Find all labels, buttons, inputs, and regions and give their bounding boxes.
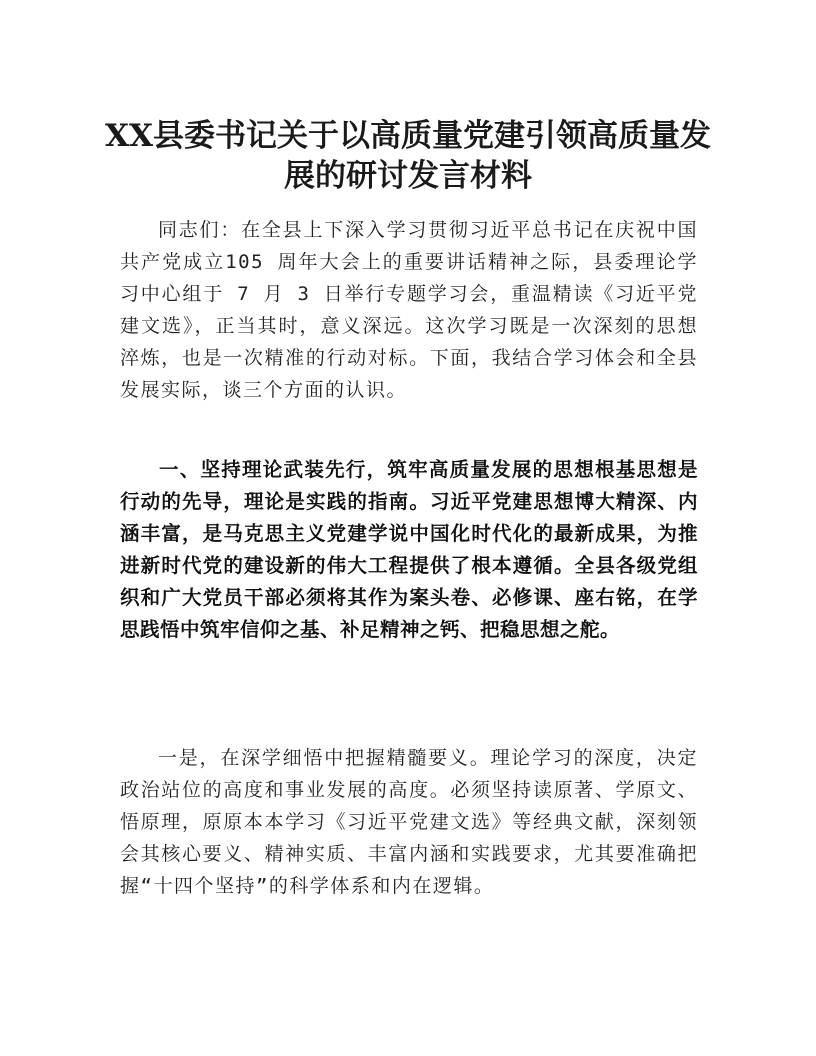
document-title: XX县委书记关于以高质量党建引领高质量发展的研讨发言材料: [104, 118, 712, 194]
paragraph-point-one: 一是，在深学细悟中把握精髓要义。理论学习的深度，决定政治站位的高度和事业发展的高度。必须坚持读原著、学原文、悟原理，原原本本学习《习近平党建文选》等经典文献，深刻领会其核心要义、精神实质、丰富内涵和实践要求，尤其要准确把握“十四个坚持”的科学体系和内在逻辑。: [120, 747, 698, 897]
paragraph-section-one-heading: 一、坚持理论武装先行，筑牢高质量发展的思想根基思想是行动的先导，理论是实践的指南。习近平党建思想博大精深、内涵丰富，是马克思主义党建学说中国化时代化的最新成果，为推进新时代党的建设新的伟大工程提供了根本遵循。全县各级党组织和广大党员干部必须将其作为案头卷、必修课、座右铭，在学思践悟中筑牢信仰之基、补足精神之钙、把稳思想之舵。: [120, 458, 698, 641]
paragraph-opening: 同志们：在全县上下深入学习贯彻习近平总书记在庆祝中国共产党成立105 周年大会上的重要讲话精神之际，县委理论学习中心组于 7 月 3 日举行专题学习会，重温精读《习近平党建文选》，正当其时，意义深远。这次学习既是一次深刻的思想淬炼，也是一次精准的行动对标。下面，我结合学习体会和全县发展实际，谈三个方面的认识。: [120, 219, 698, 401]
